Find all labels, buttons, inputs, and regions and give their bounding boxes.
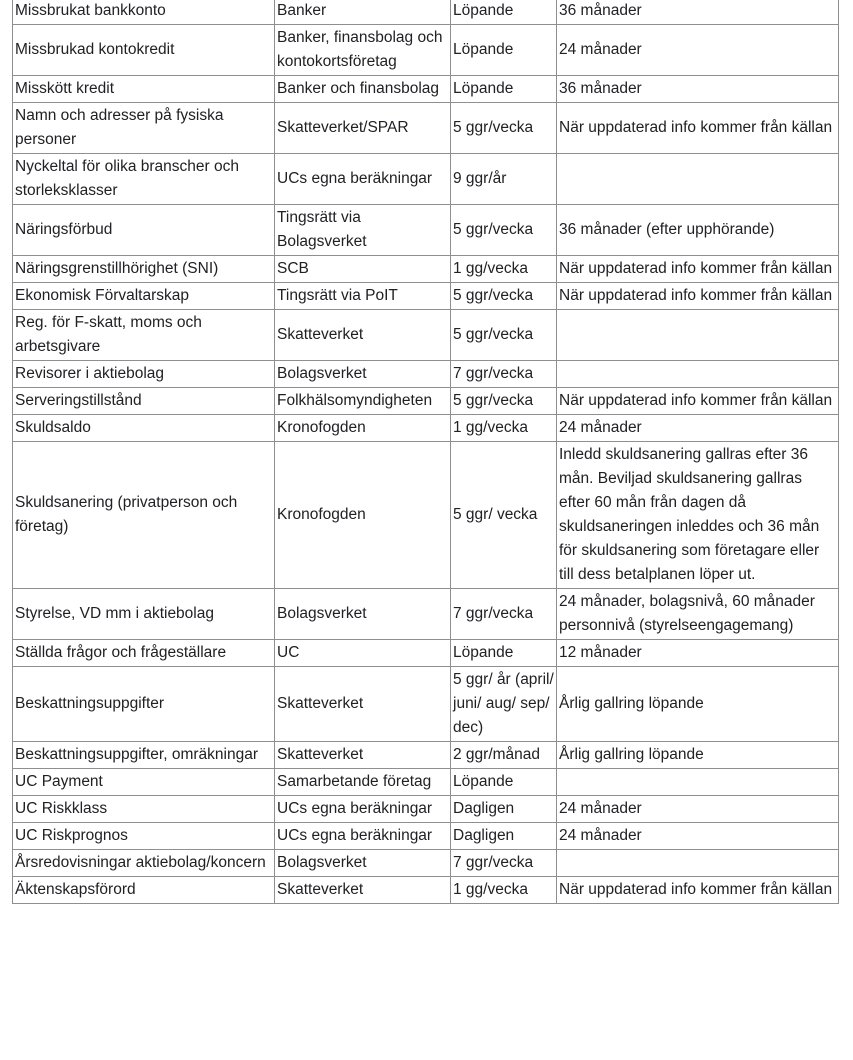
table-cell: Missbrukat bankkonto xyxy=(13,0,275,25)
table-cell: Reg. för F-skatt, moms och arbetsgivare xyxy=(13,310,275,361)
table-cell: Kronofogden xyxy=(275,442,451,589)
table-cell: 36 månader xyxy=(557,76,839,103)
table-cell: Banker, finansbolag och kontokortsföretag xyxy=(275,25,451,76)
table-cell: SCB xyxy=(275,256,451,283)
data-table xyxy=(12,0,839,904)
table-cell: 5 ggr/vecka xyxy=(451,310,557,361)
table-cell: 24 månader xyxy=(557,415,839,442)
table-cell: 12 månader xyxy=(557,640,839,667)
table-cell: Löpande xyxy=(451,76,557,103)
table-cell: Kronofogden xyxy=(275,415,451,442)
table-cell xyxy=(557,769,839,796)
table-cell: 2 ggr/månad xyxy=(451,742,557,769)
table-cell: När uppdaterad info kommer från källan xyxy=(557,388,839,415)
table-cell: Skatteverket/SPAR xyxy=(275,103,451,154)
table-row xyxy=(13,877,839,904)
table-row xyxy=(13,25,839,76)
table-row xyxy=(13,415,839,442)
table-cell: Löpande xyxy=(451,25,557,76)
table-cell: Skuldsaldo xyxy=(13,415,275,442)
table-row xyxy=(13,310,839,361)
table-cell: Äktenskapsförord xyxy=(13,877,275,904)
table-row xyxy=(13,769,839,796)
table-cell: 1 gg/vecka xyxy=(451,256,557,283)
table-cell: Serveringstillstånd xyxy=(13,388,275,415)
table-cell xyxy=(557,310,839,361)
table-cell: Skatteverket xyxy=(275,742,451,769)
table-cell: 7 ggr/vecka xyxy=(451,361,557,388)
table-row xyxy=(13,388,839,415)
table-cell: 7 ggr/vecka xyxy=(451,850,557,877)
table-cell: 5 ggr/vecka xyxy=(451,388,557,415)
table-cell: 24 månader xyxy=(557,796,839,823)
table-cell: UCs egna beräkningar xyxy=(275,796,451,823)
table-cell: Folkhälsomyndigheten xyxy=(275,388,451,415)
table-cell: 5 ggr/vecka xyxy=(451,103,557,154)
table-row xyxy=(13,589,839,640)
table-cell: Nyckeltal för olika branscher och storleksklasser xyxy=(13,154,275,205)
table-cell: Inledd skuldsanering gallras efter 36 mån. Beviljad skuldsanering gallras efter 60 mån från dagen då skuldsaneringen inleddes och 36 mån för skuldsanering som företagare eller till dess betalplanen löper ut. xyxy=(557,442,839,589)
table-cell: När uppdaterad info kommer från källan xyxy=(557,877,839,904)
table-row xyxy=(13,640,839,667)
table-cell: Ställda frågor och frågeställare xyxy=(13,640,275,667)
table-cell: Missbrukad kontokredit xyxy=(13,25,275,76)
table-cell: UCs egna beräkningar xyxy=(275,823,451,850)
table-cell: Samarbetande företag xyxy=(275,769,451,796)
table-cell: UCs egna beräkningar xyxy=(275,154,451,205)
table-row xyxy=(13,256,839,283)
table-cell: Misskött kredit xyxy=(13,76,275,103)
table-row xyxy=(13,823,839,850)
table-cell: 5 ggr/vecka xyxy=(451,205,557,256)
table-cell: 24 månader, bolagsnivå, 60 månader personnivå (styrelseengagemang) xyxy=(557,589,839,640)
table-cell: När uppdaterad info kommer från källan xyxy=(557,283,839,310)
table-row xyxy=(13,103,839,154)
table-cell: 5 ggr/ vecka xyxy=(451,442,557,589)
table-row xyxy=(13,361,839,388)
table-cell: Årlig gallring löpande xyxy=(557,742,839,769)
table-row xyxy=(13,442,839,589)
table-cell: Skatteverket xyxy=(275,310,451,361)
table-cell: UC Riskklass xyxy=(13,796,275,823)
table-cell xyxy=(557,154,839,205)
table-cell: 5 ggr/ år (april/ juni/ aug/ sep/ dec) xyxy=(451,667,557,742)
table-row xyxy=(13,850,839,877)
table-cell: 1 gg/vecka xyxy=(451,415,557,442)
table-row xyxy=(13,742,839,769)
table-cell: Tingsrätt via PoIT xyxy=(275,283,451,310)
table-cell: 9 ggr/år xyxy=(451,154,557,205)
table-cell: Ekonomisk Förvaltarskap xyxy=(13,283,275,310)
table-cell: Bolagsverket xyxy=(275,361,451,388)
table-cell: Tingsrätt via Bolagsverket xyxy=(275,205,451,256)
table-cell: 5 ggr/vecka xyxy=(451,283,557,310)
table-cell: 7 ggr/vecka xyxy=(451,589,557,640)
table-row xyxy=(13,76,839,103)
table-row xyxy=(13,0,839,25)
table-row xyxy=(13,667,839,742)
table-cell: När uppdaterad info kommer från källan xyxy=(557,103,839,154)
table-cell xyxy=(557,361,839,388)
table-cell: Beskattningsuppgifter, omräkningar xyxy=(13,742,275,769)
table-cell: När uppdaterad info kommer från källan xyxy=(557,256,839,283)
table-cell: Näringsförbud xyxy=(13,205,275,256)
table-cell: Dagligen xyxy=(451,796,557,823)
table-cell: Namn och adresser på fysiska personer xyxy=(13,103,275,154)
table-cell: UC Riskprognos xyxy=(13,823,275,850)
table-cell: Banker xyxy=(275,0,451,25)
table-cell: Näringsgrenstillhörighet (SNI) xyxy=(13,256,275,283)
table-cell: UC xyxy=(275,640,451,667)
table-cell: Beskattningsuppgifter xyxy=(13,667,275,742)
table-cell: Årlig gallring löpande xyxy=(557,667,839,742)
table-cell: Löpande xyxy=(451,640,557,667)
table-cell: Banker och finansbolag xyxy=(275,76,451,103)
table-cell xyxy=(557,850,839,877)
table-cell: Bolagsverket xyxy=(275,850,451,877)
table-cell: 24 månader xyxy=(557,25,839,76)
table-cell: Löpande xyxy=(451,769,557,796)
table-body xyxy=(13,0,839,904)
table-row xyxy=(13,283,839,310)
table-cell: Revisorer i aktiebolag xyxy=(13,361,275,388)
table-cell: Skuldsanering (privatperson och företag) xyxy=(13,442,275,589)
table-cell: Skatteverket xyxy=(275,667,451,742)
table-cell: Dagligen xyxy=(451,823,557,850)
table-cell: Skatteverket xyxy=(275,877,451,904)
table-cell: Styrelse, VD mm i aktiebolag xyxy=(13,589,275,640)
table-row xyxy=(13,154,839,205)
table-cell: Bolagsverket xyxy=(275,589,451,640)
table-cell: 36 månader (efter upphörande) xyxy=(557,205,839,256)
table-cell: 36 månader xyxy=(557,0,839,25)
table-cell: Löpande xyxy=(451,0,557,25)
table-row xyxy=(13,205,839,256)
table-cell: UC Payment xyxy=(13,769,275,796)
table-row xyxy=(13,796,839,823)
table-cell: Årsredovisningar aktiebolag/koncern xyxy=(13,850,275,877)
table-cell: 1 gg/vecka xyxy=(451,877,557,904)
table-cell: 24 månader xyxy=(557,823,839,850)
